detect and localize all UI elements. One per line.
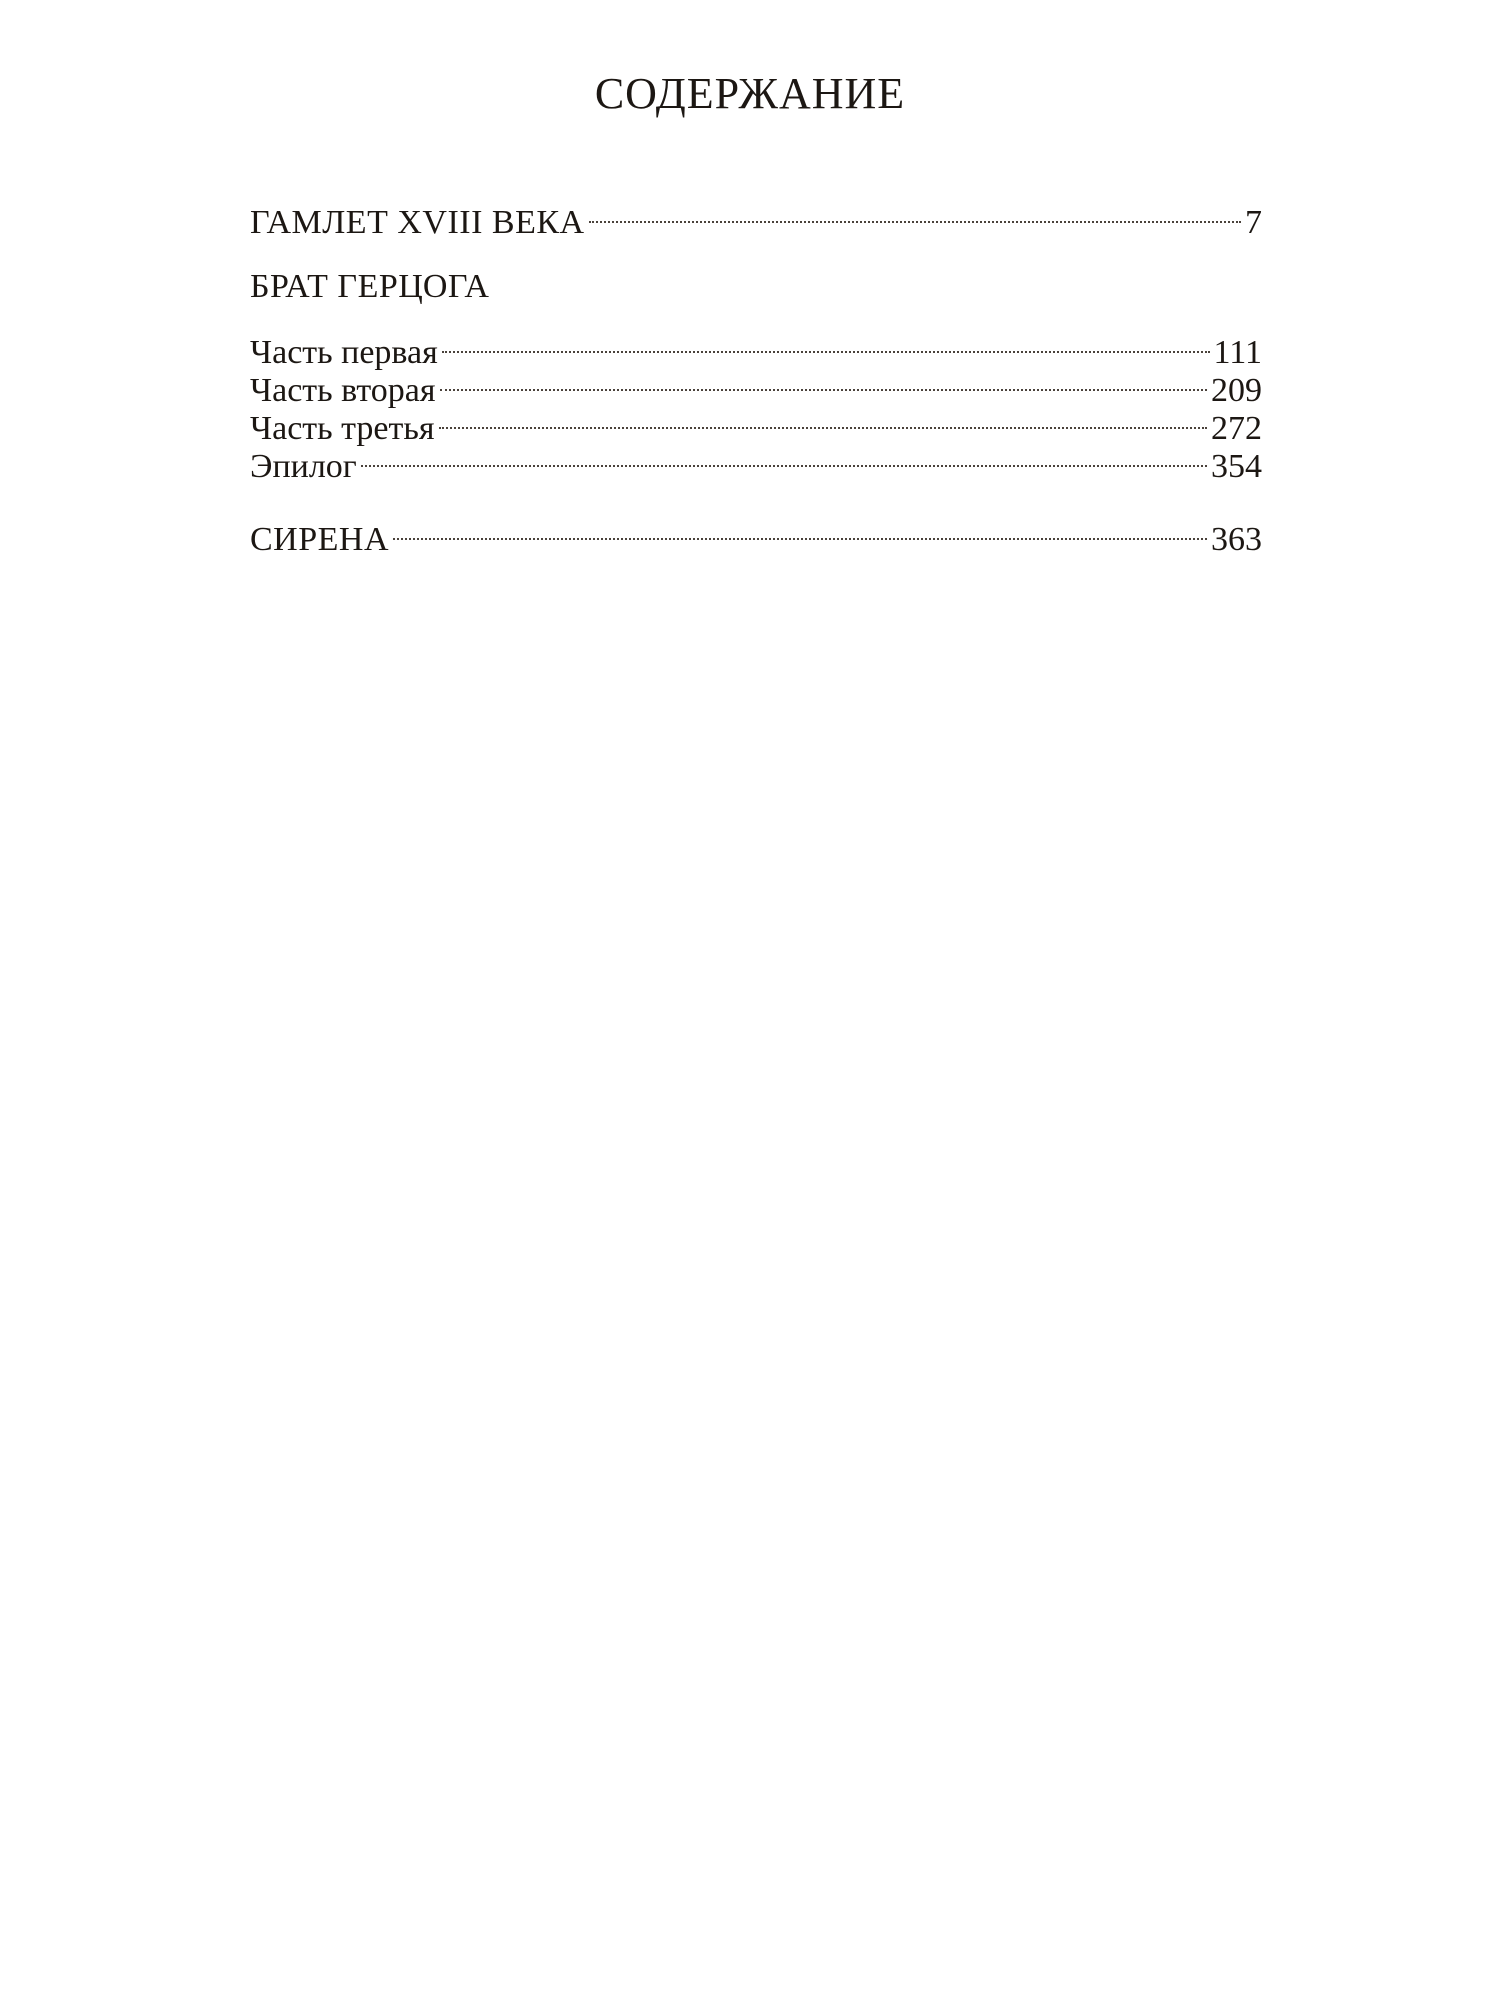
toc-entry-label: ГАМЛЕТ XVIII ВЕКА bbox=[250, 204, 585, 241]
toc-entry-page: 7 bbox=[1245, 204, 1262, 241]
toc-entry-sirena[interactable] bbox=[250, 510, 1262, 560]
toc-entry-epilogue[interactable] bbox=[250, 437, 1262, 487]
toc-entry-label: Эпилог bbox=[250, 448, 357, 485]
dot-leader bbox=[442, 323, 1210, 363]
dot-leader bbox=[393, 510, 1207, 550]
dot-leader bbox=[589, 193, 1241, 233]
toc-entry-hamlet[interactable] bbox=[250, 193, 1262, 243]
dot-leader bbox=[361, 437, 1207, 477]
dot-leader bbox=[439, 399, 1207, 439]
page-title: СОДЕРЖАНИЕ bbox=[594, 69, 906, 118]
toc-entry-label: Часть вторая bbox=[250, 372, 436, 409]
toc-entry-label: Часть первая bbox=[250, 334, 438, 371]
toc-entry-page: 111 bbox=[1213, 334, 1262, 371]
toc-entry-label: СИРЕНА bbox=[250, 521, 390, 558]
toc-entry-page: 272 bbox=[1211, 410, 1262, 447]
toc-entry-page: 354 bbox=[1211, 448, 1262, 485]
toc-entry-page: 209 bbox=[1211, 372, 1262, 409]
section-heading: БРАТ ГЕРЦОГА bbox=[250, 268, 490, 305]
toc-entry-page: 363 bbox=[1211, 521, 1262, 558]
dot-leader bbox=[440, 361, 1208, 401]
toc-entry-label: Часть третья bbox=[250, 410, 435, 447]
